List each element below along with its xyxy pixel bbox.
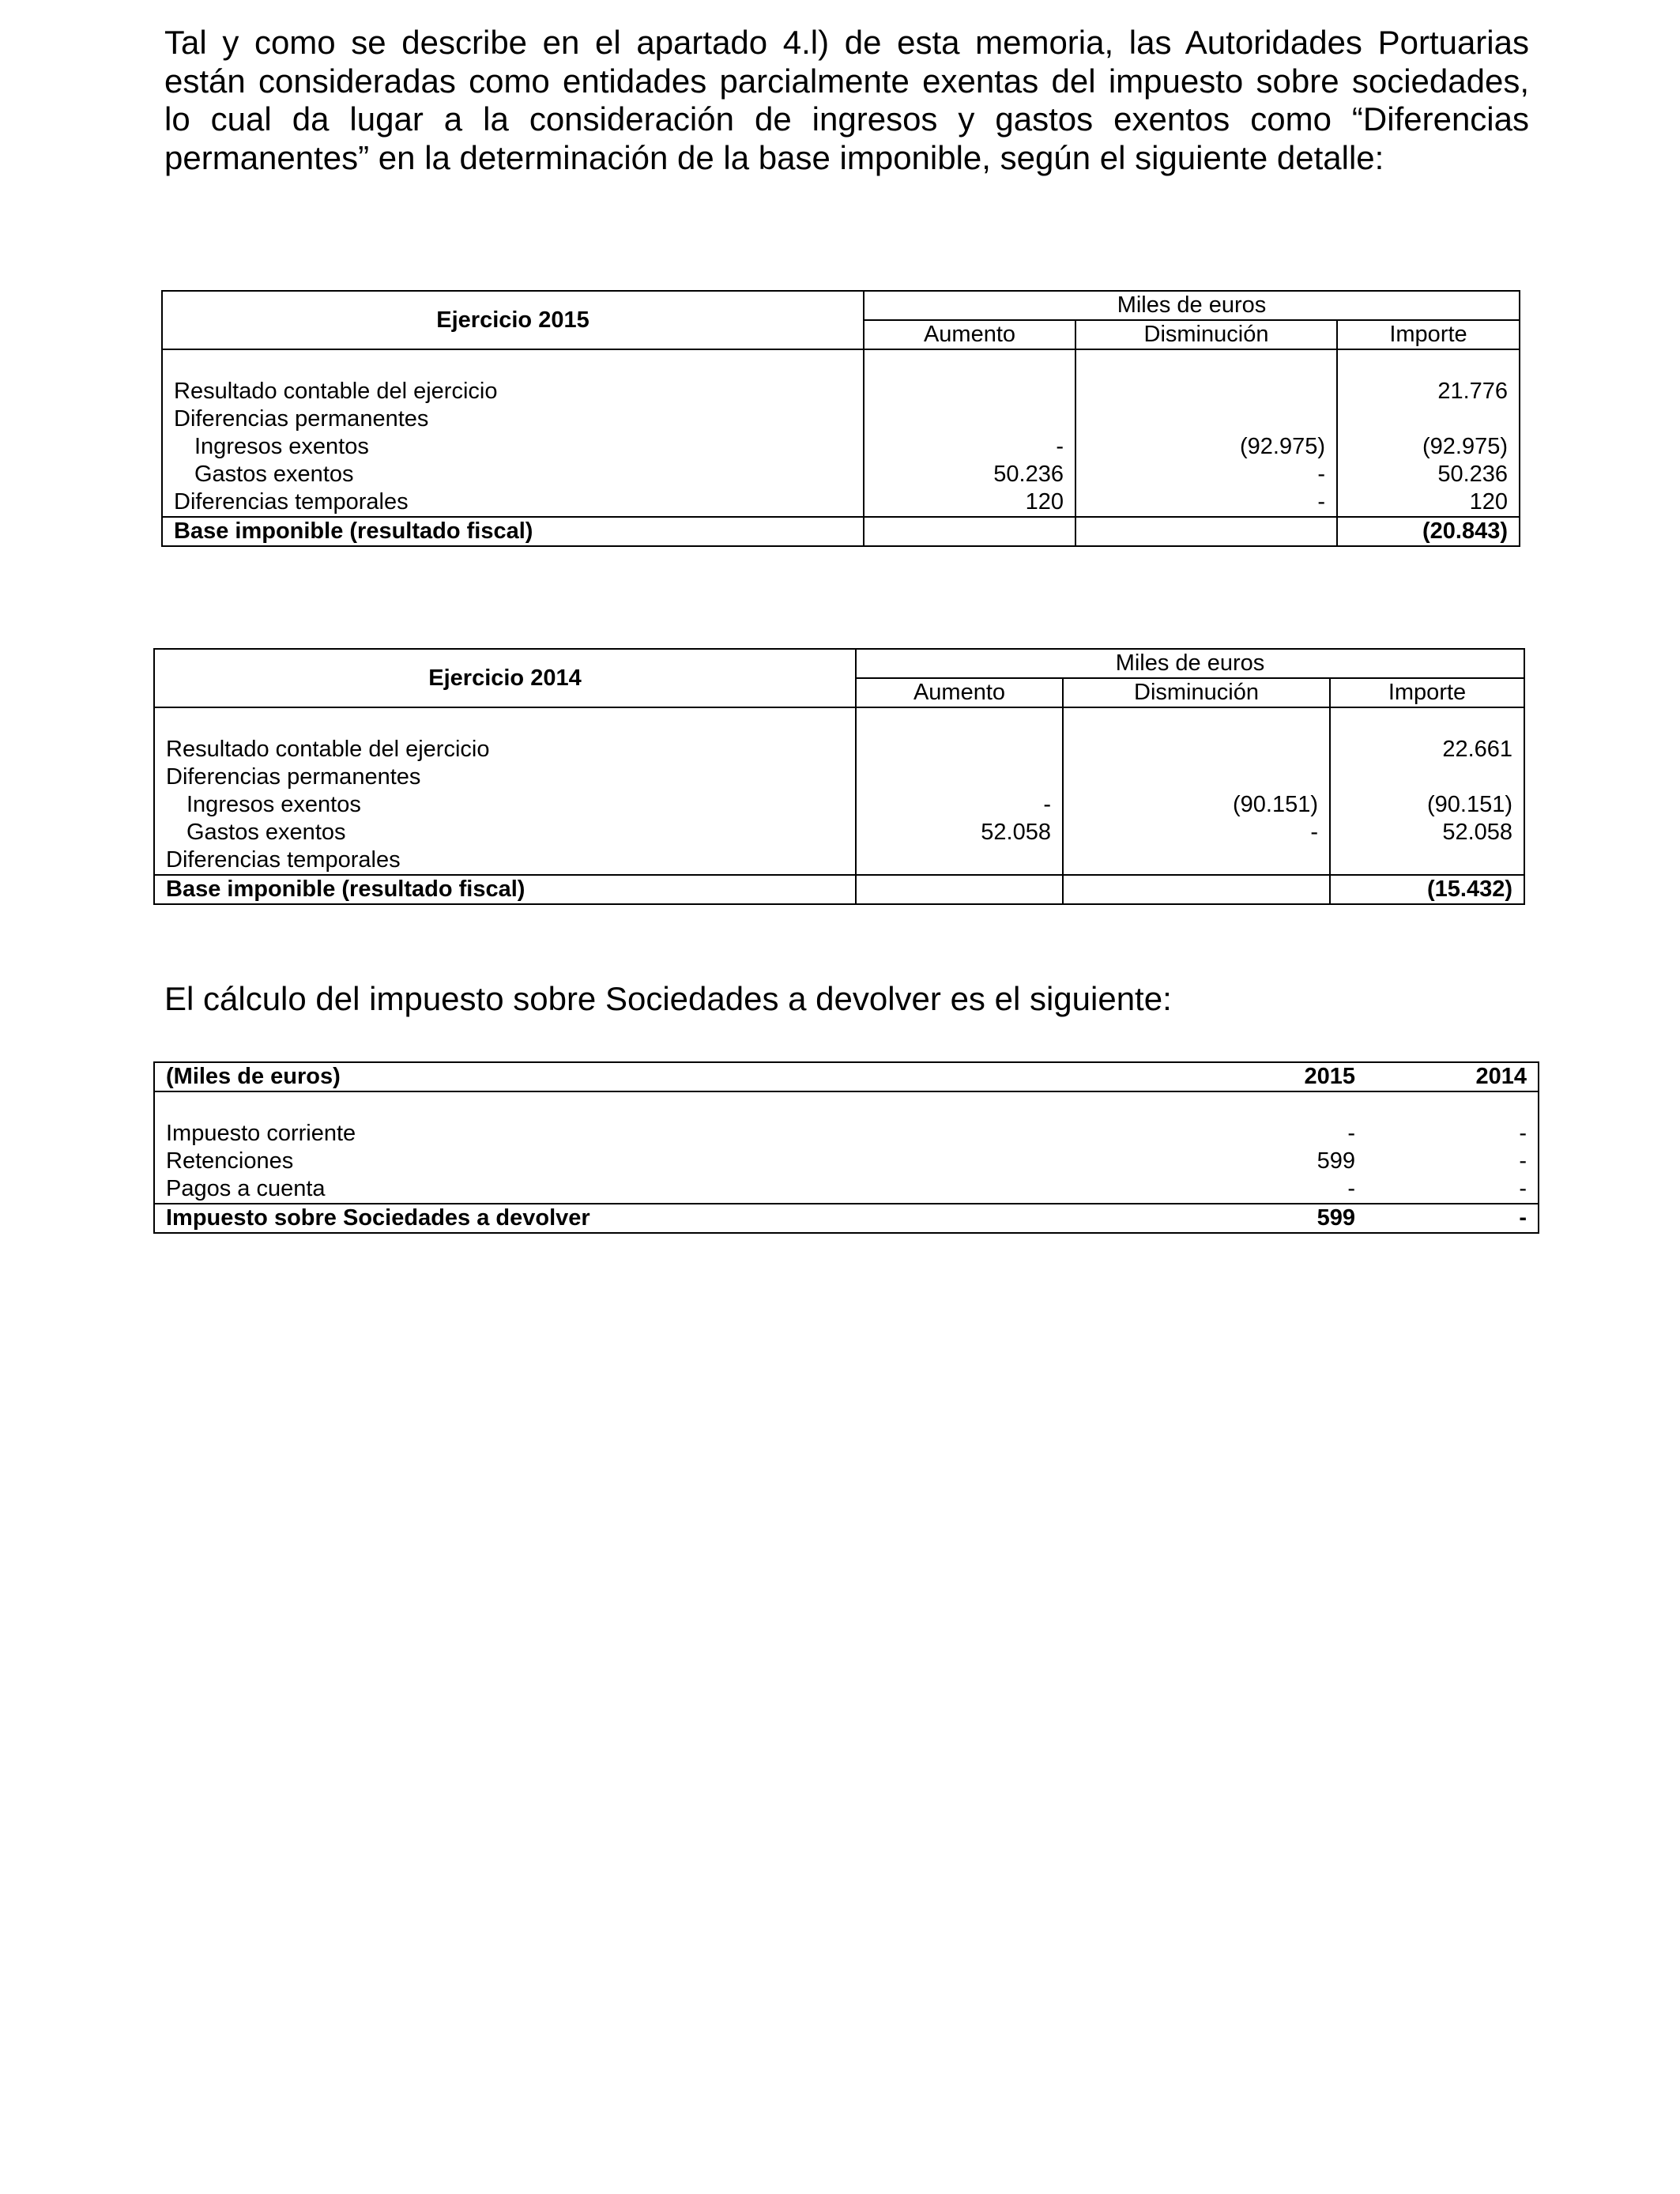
- table-row: [154, 846, 1524, 875]
- total-label: Impuesto sobre Sociedades a devolver: [154, 1204, 1199, 1233]
- cell-importe: 21.776: [1337, 378, 1520, 405]
- total-row: [154, 875, 1524, 904]
- row-label: Diferencias temporales: [162, 488, 864, 517]
- total-row: [162, 517, 1520, 546]
- cell-aumento: 50.236: [864, 461, 1075, 488]
- row-label: Pagos a cuenta: [154, 1175, 1199, 1204]
- col-header-disminucion: Disminución: [1063, 678, 1330, 707]
- row-label: Diferencias temporales: [154, 846, 856, 875]
- row-label: Resultado contable del ejercicio: [154, 736, 856, 763]
- table-row: [162, 378, 1520, 405]
- col-header-importe: Importe: [1330, 678, 1524, 707]
- row-label: Resultado contable del ejercicio: [162, 378, 864, 405]
- table-row: [154, 1175, 1539, 1204]
- cell-disminucion: [1063, 846, 1330, 875]
- cell-aumento: -: [864, 433, 1075, 461]
- cell-disminucion: [1075, 405, 1337, 433]
- total-label: Base imponible (resultado fiscal): [154, 875, 856, 904]
- total-2014: -: [1366, 1204, 1539, 1233]
- total-row: [154, 1204, 1539, 1233]
- cell-2014: -: [1366, 1120, 1539, 1148]
- cell-aumento: [864, 378, 1075, 405]
- col-header-2014: 2014: [1366, 1062, 1539, 1091]
- total-2015: 599: [1199, 1204, 1366, 1233]
- table-ejercicio-2015: [161, 290, 1520, 547]
- cell-importe: [1337, 405, 1520, 433]
- cell-aumento: 120: [864, 488, 1075, 517]
- cell-importe: 22.661: [1330, 736, 1524, 763]
- table-row: [162, 433, 1520, 461]
- cell-aumento: 52.058: [856, 819, 1063, 846]
- row-label: Diferencias permanentes: [162, 405, 864, 433]
- header-row: [154, 1062, 1539, 1091]
- total-label: Base imponible (resultado fiscal): [162, 517, 864, 546]
- cell-aumento: [856, 763, 1063, 791]
- cell-aumento: [856, 736, 1063, 763]
- row-label: Diferencias permanentes: [154, 763, 856, 791]
- col-header-2015: 2015: [1199, 1062, 1366, 1091]
- cell-aumento: [856, 846, 1063, 875]
- intro-paragraph: Tal y como se describe en el apartado 4.l) de esta memoria, las Autoridades Portuarias están consideradas como entidades parcialmente exentas del impuesto sobre sociedades, lo cual da lugar a la consideración de ingresos y gastos exentos como “Diferencias permanentes” en la determinación de la base imponible, según el siguiente detalle:: [164, 24, 1529, 176]
- table-ejercicio-2014: [153, 648, 1525, 905]
- table-row: [162, 405, 1520, 433]
- table-row: [154, 819, 1524, 846]
- table-row: [162, 461, 1520, 488]
- col-header-importe: Importe: [1337, 320, 1520, 349]
- units-header: Miles de euros: [856, 649, 1524, 678]
- table-row: [154, 1120, 1539, 1148]
- cell-disminucion: (92.975): [1075, 433, 1337, 461]
- table-title: Ejercicio 2014: [154, 649, 856, 707]
- cell-importe: 50.236: [1337, 461, 1520, 488]
- table-row: [154, 736, 1524, 763]
- cell-importe: 52.058: [1330, 819, 1524, 846]
- cell-disminucion: (90.151): [1063, 791, 1330, 819]
- cell-disminucion: -: [1075, 461, 1337, 488]
- total-importe: (15.432): [1330, 875, 1524, 904]
- table-row: [154, 1148, 1539, 1175]
- cell-importe: (90.151): [1330, 791, 1524, 819]
- cell-disminucion: [1063, 763, 1330, 791]
- cell-aumento: -: [856, 791, 1063, 819]
- units-header: Miles de euros: [864, 291, 1520, 320]
- table-row: [154, 763, 1524, 791]
- cell-disminucion: -: [1063, 819, 1330, 846]
- table-row: [154, 791, 1524, 819]
- units-header: (Miles de euros): [154, 1062, 1199, 1091]
- row-label: Retenciones: [154, 1148, 1199, 1175]
- table-title: Ejercicio 2015: [162, 291, 864, 349]
- cell-importe: [1330, 846, 1524, 875]
- row-label: Impuesto corriente: [154, 1120, 1199, 1148]
- cell-disminucion: -: [1075, 488, 1337, 517]
- row-label: Gastos exentos: [154, 819, 856, 846]
- cell-disminucion: [1063, 736, 1330, 763]
- cell-importe: (92.975): [1337, 433, 1520, 461]
- row-label: Ingresos exentos: [162, 433, 864, 461]
- cell-importe: [1330, 763, 1524, 791]
- table-impuesto-sociedades-body: [153, 1061, 1539, 1234]
- cell-2015: 599: [1317, 1148, 1355, 1174]
- cell-disminucion: [1075, 378, 1337, 405]
- row-label: Gastos exentos: [162, 461, 864, 488]
- tax-intro-paragraph: El cálculo del impuesto sobre Sociedades a devolver es el siguiente:: [164, 980, 1172, 1017]
- cell-2014: -: [1366, 1175, 1539, 1204]
- table-row: [162, 488, 1520, 517]
- col-header-disminucion: Disminución: [1075, 320, 1337, 349]
- col-header-aumento: Aumento: [856, 678, 1063, 707]
- total-importe: (20.843): [1337, 517, 1520, 546]
- cell-importe: 120: [1337, 488, 1520, 517]
- cell-2015: -: [1347, 1176, 1355, 1201]
- row-label: Ingresos exentos: [154, 791, 856, 819]
- cell-2014: -: [1366, 1148, 1539, 1175]
- cell-2015: -: [1347, 1121, 1355, 1146]
- cell-aumento: [864, 405, 1075, 433]
- col-header-aumento: Aumento: [864, 320, 1075, 349]
